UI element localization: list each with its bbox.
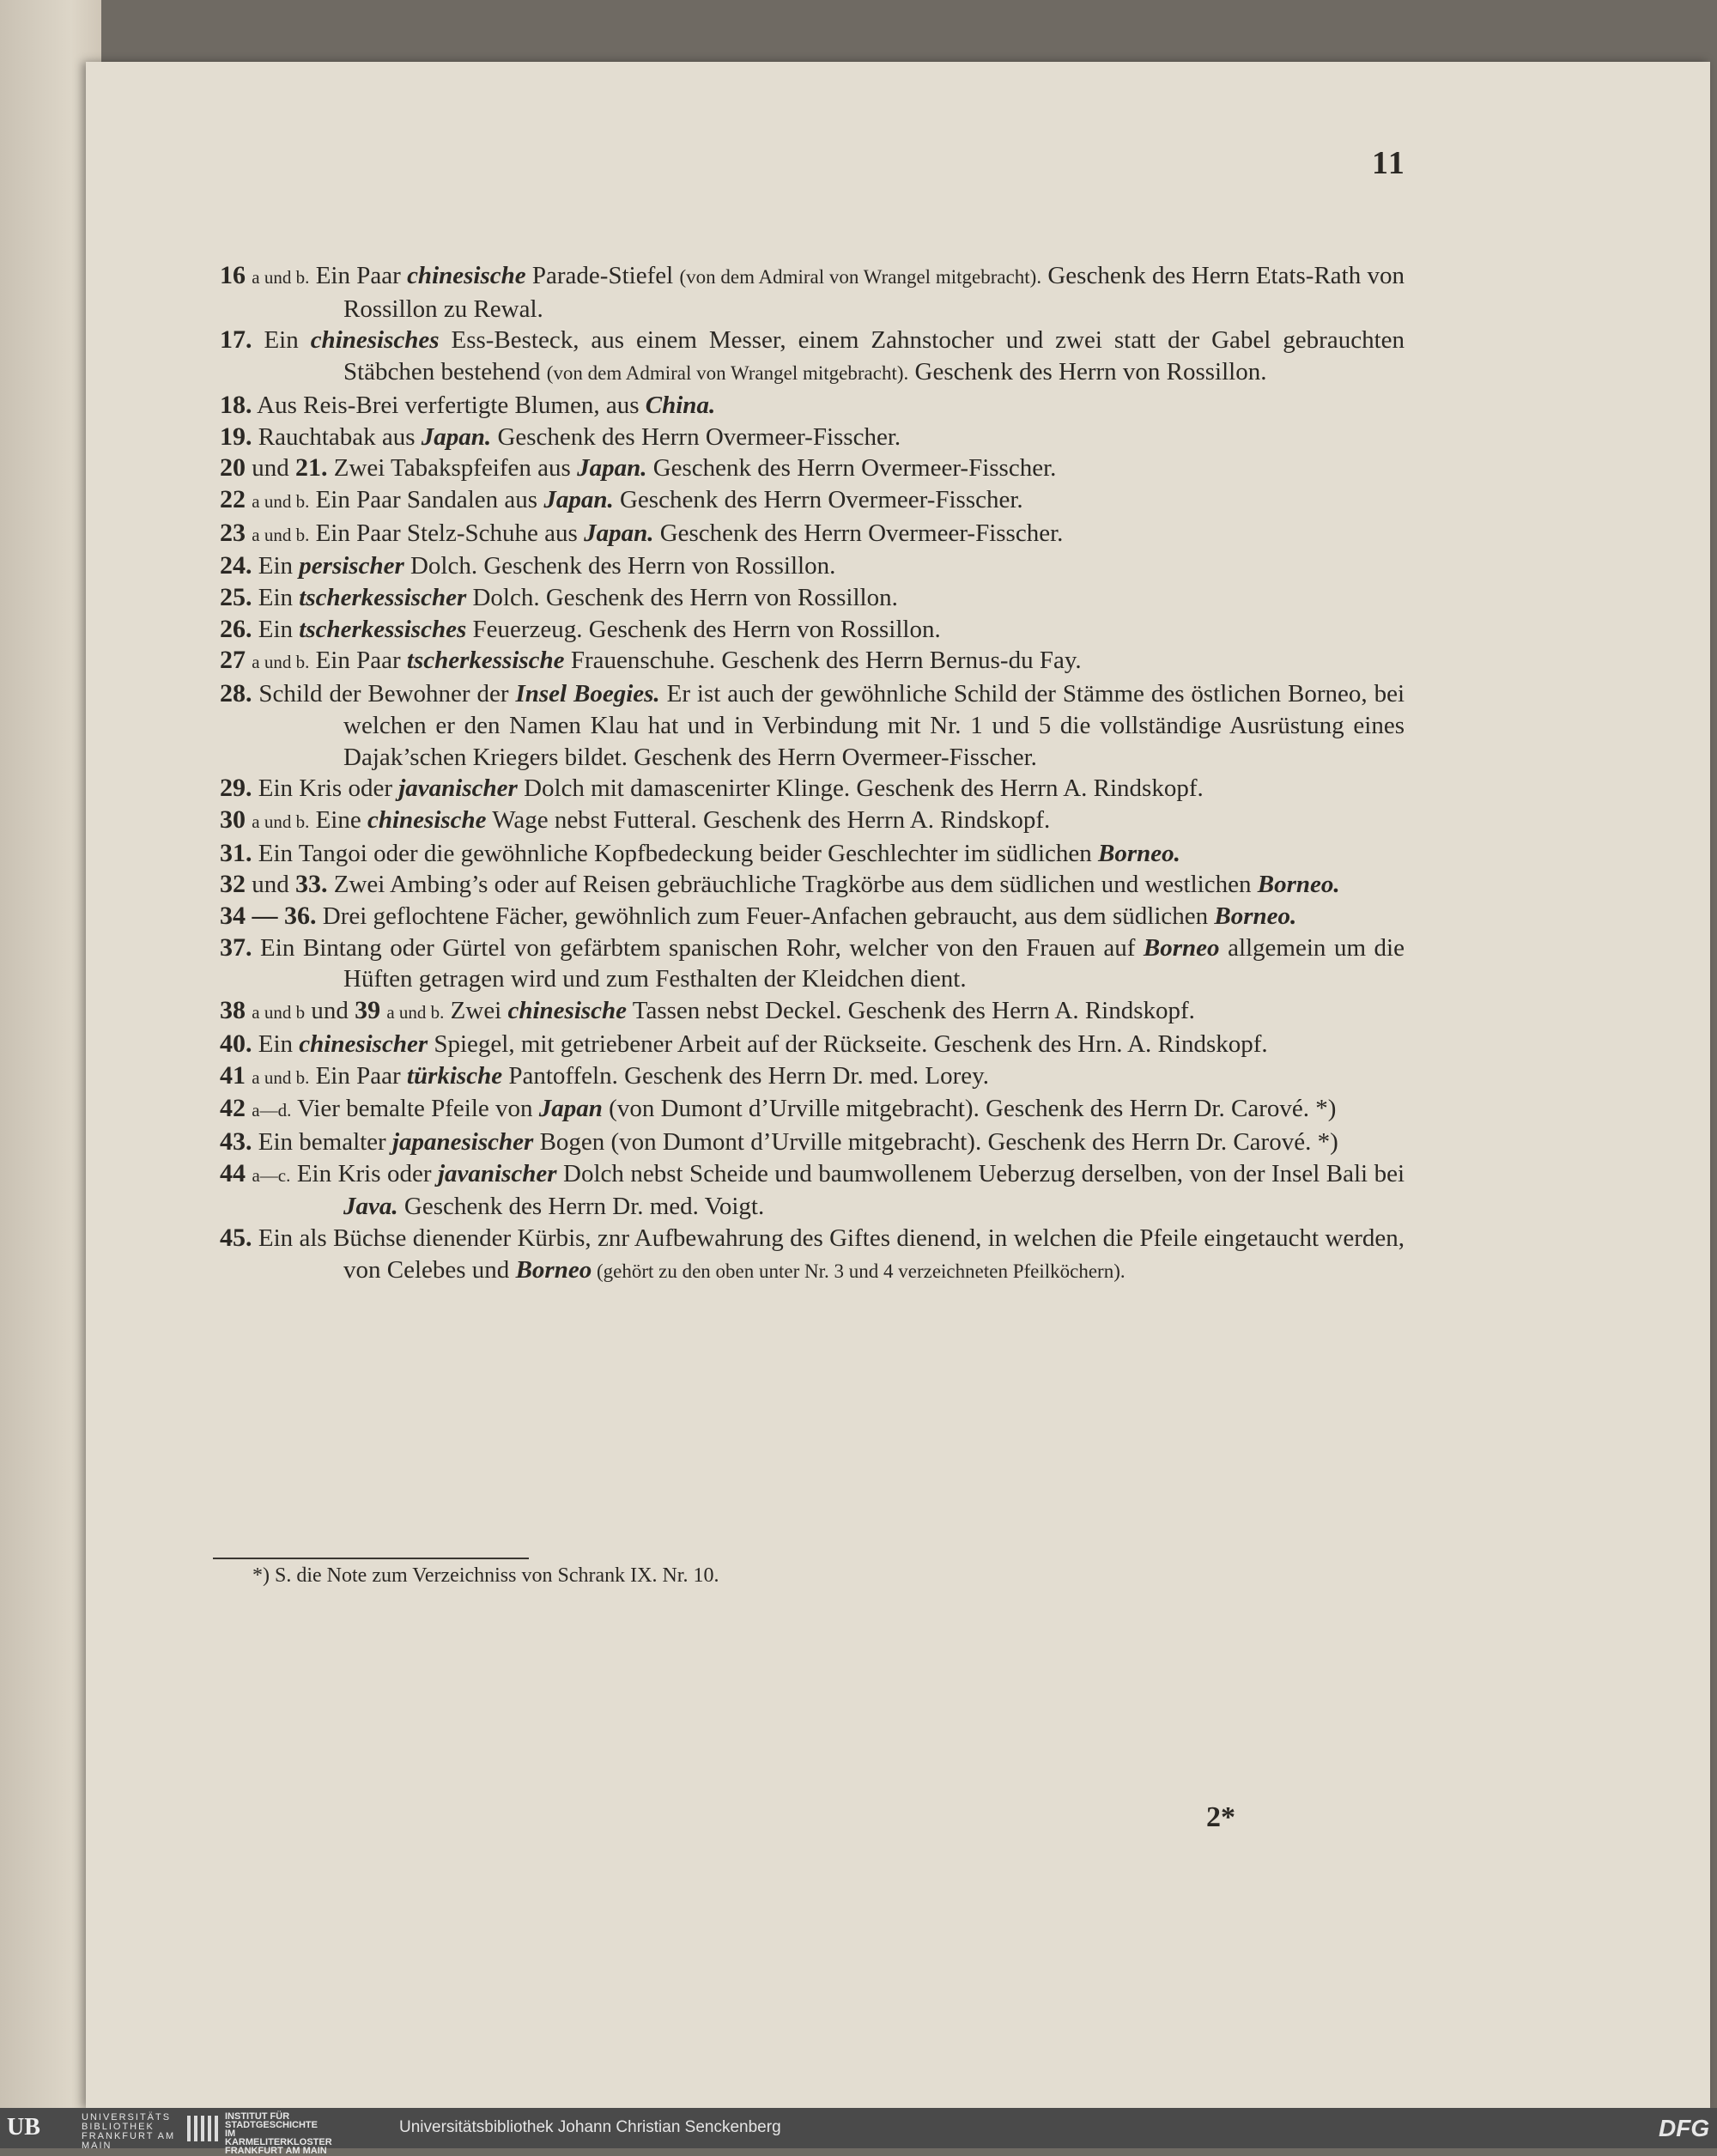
ub-logo-text: UNIVERSITÄTS BIBLIOTHEK FRANKFURT AM MAIN [82, 2112, 176, 2151]
catalog-entry [220, 1029, 1405, 1060]
footnote: *) S. die Note zum Verzeichniss von Schrank IX. Nr. 10. [252, 1564, 719, 1587]
institut-logo-text: INSTITUT FÜR STADTGESCHICHTE IM KARMELITERKLOSTER FRANKFURT AM MAIN [225, 2111, 332, 2156]
entry-text: Geschenk des Herrn Overmeer-Fisscher. [613, 485, 1023, 513]
entry-text: (von dem Admiral von Wrangel mitgebracht). [546, 362, 909, 385]
entry-number: 22 [220, 484, 246, 513]
catalog-entry [220, 995, 1405, 1029]
catalog-entry [220, 325, 1405, 389]
catalog-entry [220, 582, 1405, 614]
entry-number: 27 [220, 646, 246, 675]
entry-emphasis: Japan. [584, 519, 654, 547]
entry-subnumber: a und b. [252, 267, 310, 288]
entry-emphasis: tscherkessischer [299, 584, 467, 612]
entry-number: 44 [220, 1158, 246, 1187]
entry-emphasis: Japan. [577, 454, 647, 483]
entry-text: Ein Paar [315, 647, 407, 675]
entry-number: 42 [220, 1094, 246, 1123]
dfg-logo[interactable]: DFG [1659, 2115, 1710, 2141]
entry-subnumber: a und b. [386, 1002, 445, 1023]
catalog-entry [220, 645, 1405, 678]
entry-text: Wage nebst Futteral. Geschenk des Herrn A. Rindskopf. [486, 805, 1051, 834]
footer-bar [0, 2108, 1717, 2156]
entry-emphasis: chinesische [407, 262, 526, 289]
entry-number: 34 — 36. [220, 902, 317, 931]
entry-subnumber: a und b. [252, 652, 310, 673]
entry-emphasis: japanesischer [391, 1127, 534, 1156]
entry-emphasis: chinesischer [299, 1029, 428, 1058]
entry-emphasis: Borneo [515, 1255, 592, 1284]
entry-number: 41 [220, 1060, 246, 1090]
entry-text: Geschenk des Herrn Overmeer-Fisscher. [491, 422, 901, 451]
entry-emphasis: tscherkessische [406, 647, 565, 675]
entry-text: Ein Paar Stelz-Schuhe aus [315, 519, 585, 547]
entry-text: Geschenk des Herrn Etats-Rath von Rossillon zu Rewal. [343, 262, 1405, 323]
entry-emphasis: tscherkessisches [299, 615, 467, 643]
catalog-entry [220, 901, 1405, 932]
entry-number: 37. [220, 932, 252, 962]
catalog-entry [220, 1060, 1405, 1094]
entry-number: 23 [220, 518, 246, 547]
library-name[interactable]: Universitätsbibliothek Johann Christian Senckenberg [399, 2118, 781, 2136]
entry-text: Ein [258, 584, 300, 612]
entry-subnumber: a und b. [252, 811, 310, 832]
signature-mark: 2* [1206, 1801, 1235, 1833]
entry-number: 38 [220, 996, 246, 1025]
catalog-entry [220, 773, 1405, 805]
entry-conjunction: und [246, 454, 295, 483]
entry-text: Frauenschuhe. Geschenk des Herrn Bernus-du Fay. [564, 647, 1082, 675]
entry-text: Feuerzeug. Geschenk des Herrn von Rossillon. [466, 615, 941, 643]
entry-emphasis: Japan. [421, 422, 492, 451]
ub-logo[interactable]: UB [7, 2114, 40, 2141]
institut-logo-icon[interactable] [185, 2112, 220, 2144]
entry-text: Ein als Büchse dienender Kürbis, znr Aufbewahrung des Giftes dienend, in welchen die Pfeile eingetaucht werden, von Celebes und [258, 1224, 1405, 1284]
entry-text: Er ist auch der gewöhnliche Schild der Stämme des östlichen Borneo, bei welchen er den Namen Klau hat und in Verbindung mit Nr. 1 und 5 die vollständige Ausrüstung eines Dajak’schen Kriegers bildet. Geschenk des Herrn Overmeer-Fisscher. [343, 680, 1405, 771]
catalog-entry [220, 678, 1405, 773]
entry-text: Ein Tangoi oder die gewöhnliche Kopfbedeckung beider Geschlechter im südlichen [258, 839, 1099, 867]
catalog-entry [220, 805, 1405, 838]
entry-text: Ein Kris oder [258, 774, 399, 803]
entry-text: Ein bemalter [258, 1127, 392, 1156]
entry-emphasis: persischer [299, 552, 404, 580]
entry-text: Ein [258, 615, 300, 643]
entry-emphasis: Borneo. [1214, 902, 1297, 931]
entry-text: (von dem Admiral von Wrangel mitgebracht). [679, 266, 1042, 288]
entry-text: Ein Paar [315, 262, 408, 289]
catalog-entry [220, 614, 1405, 646]
entry-emphasis: chinesische [367, 805, 487, 834]
entry-number: 19. [220, 422, 252, 451]
catalog-entry [220, 838, 1405, 870]
entry-emphasis: Insel Boegies. [515, 680, 660, 708]
entry-emphasis: Japan [538, 1095, 603, 1123]
entry-conjunction: und [246, 871, 295, 899]
entry-text: Zwei Tabakspfeifen aus [333, 454, 578, 483]
catalog-entry [220, 260, 1405, 325]
entry-text: Eine [315, 805, 367, 834]
page-number: 11 [1372, 145, 1406, 181]
entry-number: 43. [220, 1127, 252, 1156]
entry-number: 45. [220, 1224, 252, 1253]
catalog-entry [220, 1127, 1405, 1158]
entry-text: Ess-Besteck, aus einem Messer, einem Zahnstocher und zwei statt der Gabel gebrauchten Stäbchen bestehend [343, 326, 1405, 386]
entry-subnumber: a—c. [252, 1164, 291, 1186]
entry-conjunction: und [305, 997, 355, 1025]
entry-text: Ein [264, 326, 311, 355]
entry-text: Geschenk des Herrn von Rossillon. [908, 358, 1267, 386]
entry-text: Pantoffeln. Geschenk des Herrn Dr. med. Lorey. [502, 1061, 990, 1090]
entry-subnumber: a und b. [252, 490, 310, 512]
entry-text: Parade-Stiefel [525, 262, 680, 289]
entry-number: 30 [220, 805, 246, 834]
entry-number: 31. [220, 838, 252, 867]
entry-number: 25. [220, 583, 252, 612]
entry-text: Ein Kris oder [296, 1159, 438, 1187]
entry-number: 16 [220, 261, 246, 289]
entry-emphasis: javanischer [437, 1159, 557, 1187]
entry-text: Ein [258, 1029, 300, 1058]
catalog-entry [220, 452, 1405, 484]
entry-emphasis: Borneo [1143, 933, 1220, 962]
entry-emphasis: Borneo. [1098, 839, 1180, 867]
entry-text: Ein [258, 552, 300, 580]
entry-number: 28. [220, 679, 252, 708]
entry-text: allgemein um die Hüften getragen wird und zum Festhalten der Kleidchen dient. [343, 933, 1405, 993]
entry-number: 32 [220, 870, 246, 899]
entry-text: Tassen nebst Deckel. Geschenk des Herrn A. Rindskopf. [627, 997, 1195, 1025]
entry-text: Geschenk des Herrn Overmeer-Fisscher. [653, 519, 1064, 547]
catalog-entry [220, 484, 1405, 518]
entry-text: Schild der Bewohner der [258, 680, 516, 708]
entry-emphasis: javanischer [398, 774, 518, 803]
entry-text: (gehört zu den oben unter Nr. 3 und 4 verzeichneten Pfeilköchern). [592, 1260, 1125, 1282]
entry-text: (von Dumont d’Urville mitgebracht). Geschenk des Herrn Dr. Carové. *) [602, 1095, 1337, 1123]
catalog-entry [220, 422, 1405, 453]
entry-number: 18. [220, 390, 252, 419]
catalog-entry [220, 550, 1405, 582]
entry-number: 17. [220, 325, 252, 355]
entry-number: 40. [220, 1029, 252, 1058]
catalog-entry-list [220, 260, 1405, 1288]
entry-text: Rauchtabak aus [258, 422, 422, 451]
entry-number: 20 [220, 453, 246, 483]
catalog-entry [220, 1093, 1405, 1127]
entry-emphasis: Java. [343, 1193, 398, 1221]
entry-text: Ein Paar [315, 1061, 407, 1090]
entry-number: 26. [220, 614, 252, 643]
catalog-entry [220, 1223, 1405, 1287]
entry-emphasis: türkische [406, 1061, 503, 1090]
entry-text: Spiegel, mit getriebener Arbeit auf der Rückseite. Geschenk des Hrn. A. Rindskopf. [428, 1029, 1268, 1058]
entry-subnumber: a und b [252, 1002, 306, 1023]
entry-text: Dolch. Geschenk des Herrn von Rossillon. [466, 584, 898, 612]
entry-emphasis: Borneo. [1257, 871, 1340, 899]
entry-text: Aus Reis-Brei verfertigte Blumen, aus [257, 391, 646, 419]
entry-text: Geschenk des Herrn Dr. med. Voigt. [397, 1193, 765, 1221]
catalog-entry [220, 390, 1405, 422]
entry-emphasis: Japan. [543, 485, 614, 513]
entry-text: Dolch nebst Scheide und baumwollenem Ueberzug derselben, von der Insel Bali bei [556, 1159, 1405, 1187]
entry-subnumber: a und b. [252, 1066, 310, 1088]
entry-number: 39 [355, 996, 381, 1025]
entry-text: Zwei [450, 997, 508, 1025]
entry-text: Ein Bintang oder Gürtel von gefärbtem spanischen Rohr, welcher von den Frauen auf [260, 933, 1144, 962]
entry-number: 33. [295, 870, 328, 899]
entry-text: Dolch mit damascenirter Klinge. Geschenk des Herrn A. Rindskopf. [517, 774, 1204, 803]
entry-text: Geschenk des Herrn Overmeer-Fisscher. [646, 454, 1057, 483]
entry-text: Ein Paar Sandalen aus [315, 485, 544, 513]
entry-number: 21. [295, 453, 328, 483]
entry-subnumber: a—d. [252, 1100, 292, 1121]
entry-text: Dolch. Geschenk des Herrn von Rossillon. [403, 552, 836, 580]
entry-number: 29. [220, 774, 252, 803]
catalog-entry [220, 869, 1405, 901]
entry-emphasis: China. [645, 391, 716, 419]
entry-emphasis: chinesische [507, 997, 628, 1025]
entry-emphasis: chinesisches [310, 326, 440, 355]
entry-text: Vier bemalte Pfeile von [297, 1095, 539, 1123]
entry-text: Drei geflochtene Fächer, gewöhnlich zum Feuer-Anfachen gebraucht, aus dem südlichen [322, 902, 1215, 931]
entry-subnumber: a und b. [252, 524, 310, 545]
entry-number: 24. [220, 551, 252, 580]
catalog-entry [220, 1158, 1405, 1223]
entry-text: Bogen (von Dumont d’Urville mitgebracht). Geschenk des Herrn Dr. Carové. *) [533, 1127, 1338, 1156]
catalog-entry [220, 518, 1405, 551]
catalog-entry [220, 932, 1405, 995]
entry-text: Zwei Ambing’s oder auf Reisen gebräuchliche Tragkörbe aus dem südlichen und westlichen [333, 871, 1258, 899]
